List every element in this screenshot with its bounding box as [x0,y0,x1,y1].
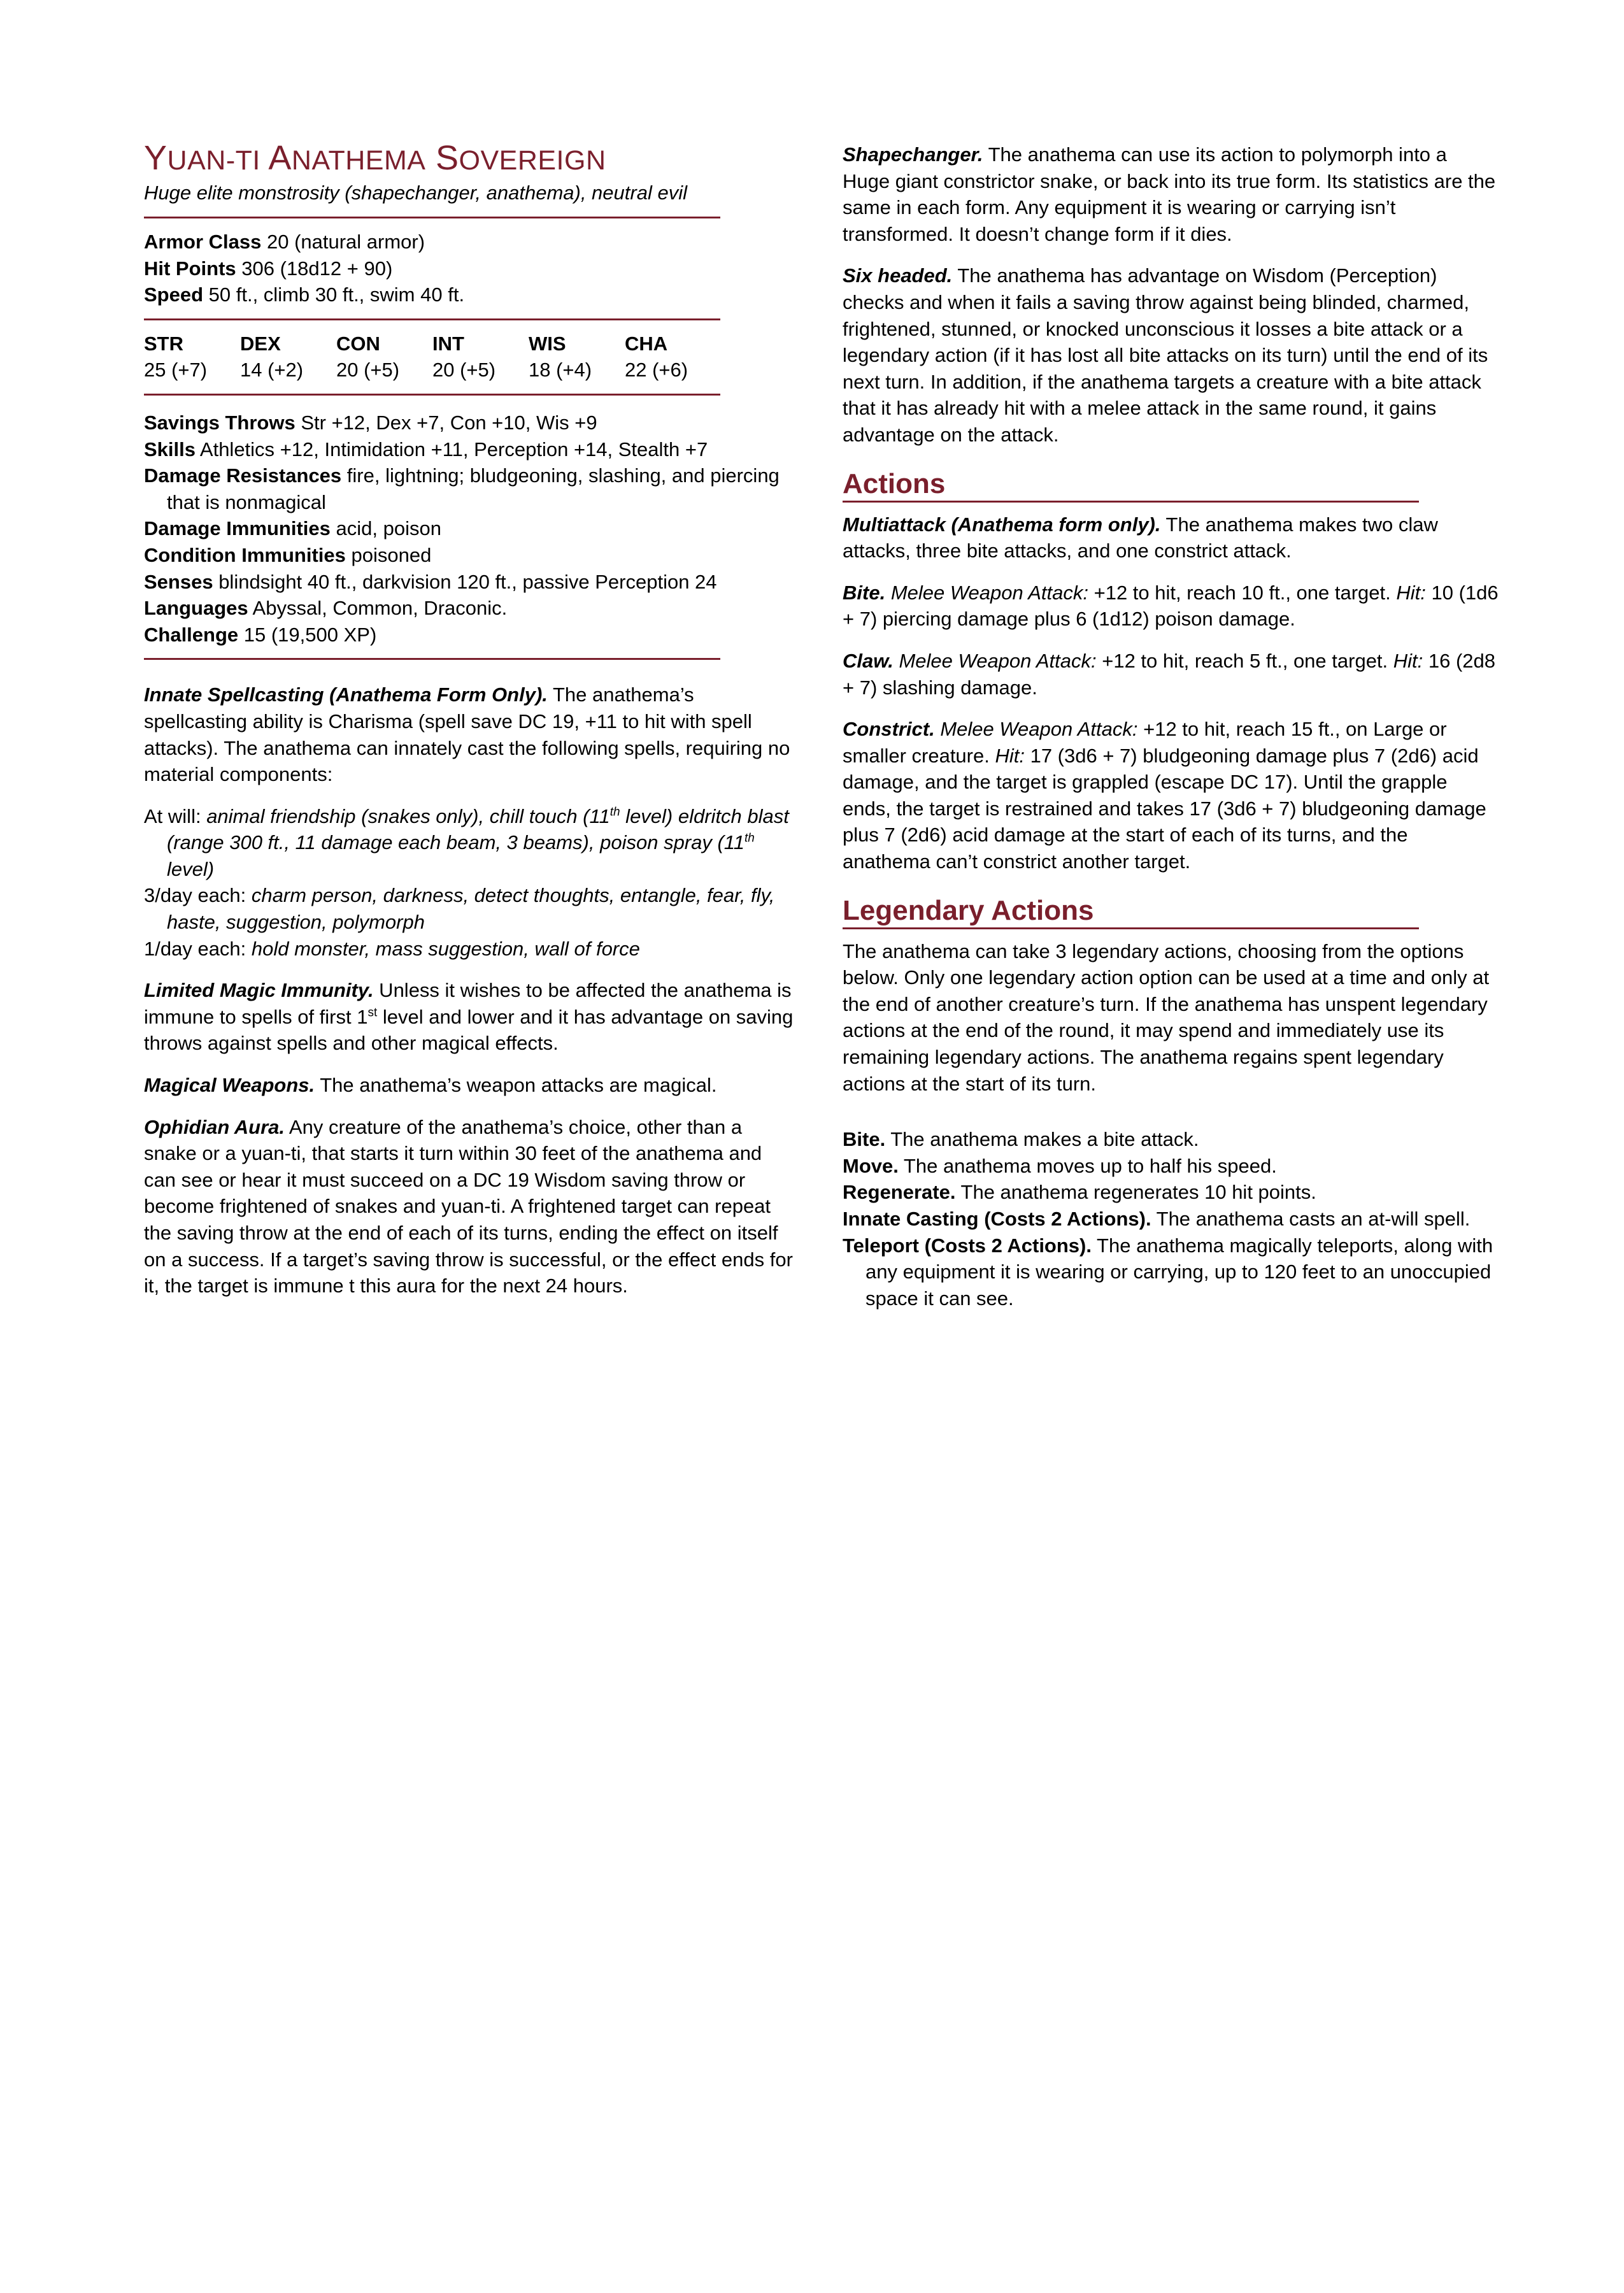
legendary-bite: Bite. The anathema makes a bite attack. [843,1128,1199,1151]
ability-header: CHA [625,332,668,355]
challenge: Challenge 15 (19,500 XP) [144,623,377,646]
senses: Senses blindsight 40 ft., darkvision 120 ft., passive Perception 24 [144,570,717,593]
creature-type: Huge elite monstrosity (shapechanger, anathema), neutral evil [144,182,687,204]
skills: Skills Athletics +12, Intimidation +11, Perception +14, Stealth +7 [144,438,708,461]
spells-1-per-day: 1/day each: hold monster, mass suggestion, wall of force [144,937,640,960]
action-claw: Claw. Melee Weapon Attack: +12 to hit, reach 5 ft., one target. Hit: 16 (2d8 + 7) slashing damage. [843,649,1496,699]
hit-points: Hit Points 306 (18d12 + 90) [144,257,393,280]
ability-header: DEX [240,332,281,355]
right-column [843,141,1499,1311]
legendary-actions-heading: Legendary Actions [843,894,1419,929]
divider [144,318,720,320]
languages: Languages Abyssal, Common, Draconic. [144,597,508,620]
divider [144,217,720,218]
spells-3-per-day: 3/day each: charm person, darkness, detect thoughts, entangle, fear, fly, haste, suggestion, polymorph [144,884,775,934]
damage-immunities: Damage Immunities acid, poison [144,517,441,540]
divider [144,658,720,660]
ability-value: 20 (+5) [432,359,496,382]
left-column [144,139,794,1315]
trait-limited-magic-immunity: Limited Magic Immunity. Unless it wishes to be affected the anathema is immune to spells of first 1st level and lower and it has advantage on saving throws against spells and other magical effects. [144,979,794,1055]
ability-headers [144,331,794,357]
actions-heading: Actions [843,468,1419,503]
action-constrict: Constrict. Melee Weapon Attack: +12 to hit, reach 15 ft., on Large or smaller creature. Hit: 17 (3d6 + 7) bludgeoning damage plus 7 (2d6) acid damage, and the target is grappled (escape DC 17). Until the grapple ends, the target is restrained and takes 17 (3d6 + 7) bludgeoning damage plus 7 (2d6) acid damage at the start of each of its turns, and the anathema can’t constrict another target. [843,718,1486,873]
spell-list [144,803,794,962]
armor-class: Armor Class 20 (natural armor) [144,231,425,253]
legendary-regenerate: Regenerate. The anathema regenerates 10 hit points. [843,1181,1316,1204]
ability-value: 25 (+7) [144,359,208,382]
ability-header: INT [432,332,464,355]
trait-ophidian-aura: Ophidian Aura. Any creature of the anathema’s choice, other than a snake or a yuan-ti, that starts it turn within 30 feet of the anathema and can see or hear it must succeed on a DC 19 Wisdom saving throw or become frightened of snakes and yuan-ti. A frightened target can repeat the saving throw at the end of each of its turns, ending the effect on itself on a success. If a target’s saving throw is successful, or the effect ends for it, the target is immune t this aura for the next 24 hours. [144,1115,793,1297]
action-multiattack: Multiattack (Anathema form only). The anathema makes two claw attacks, three bite attacks, and one constrict attack. [843,513,1438,562]
trait-magical-weapons: Magical Weapons. The anathema’s weapon attacks are magical. [144,1074,717,1097]
legendary-teleport: Teleport (Costs 2 Actions). The anathema magically teleports, along with any equipment it is wearing or carrying, up to 120 feet to an unoccupied space it can see. [843,1234,1493,1310]
speed: Speed 50 ft., climb 30 ft., swim 40 ft. [144,283,465,306]
trait-innate-spellcasting: Innate Spellcasting (Anathema Form Only). The anathema’s spellcasting ability is Charisma (spell save DC 19, +11 to hit with spell attacks). The anathema can innately cast the following spells, requiring no material components: [144,683,790,786]
legendary-intro: The anathema can take 3 legendary actions, choosing from the options below. Only one legendary action option can be used at a time and only at the end of another creature’s turn. If the anathema has unspent legendary actions at the end of the round, it may spend and immediately use its remaining legendary actions. The anathema regains spent legendary actions at the start of its turn. [843,939,1490,1095]
damage-resistances: Damage Resistances fire, lightning; bludgeoning, slashing, and piercing that is nonmagical [144,464,780,513]
ability-value: 14 (+2) [240,359,304,382]
divider [144,394,720,396]
ability-value: 18 (+4) [529,359,592,382]
saving-throws: Savings Throws Str +12, Dex +7, Con +10, Wis +9 [144,411,597,434]
legendary-move: Move. The anathema moves up to half his speed. [843,1154,1277,1177]
trait-shapechanger: Shapechanger. The anathema can use its action to polymorph into a Huge giant constrictor snake, or back into its true form. Its statistics are the same in each form. Any equipment it is wearing or carrying isn’t transformed. It doesn’t change form if it dies. [843,143,1496,245]
ability-header: STR [144,332,183,355]
ability-value: 20 (+5) [336,359,400,382]
condition-immunities: Condition Immunities poisoned [144,543,432,566]
statblock-title: YUAN-TI ANATHEMA SOVEREIGN [144,139,606,177]
action-bite: Bite. Melee Weapon Attack: +12 to hit, reach 10 ft., one target. Hit: 10 (1d6 + 7) piercing damage plus 6 (1d12) poison damage. [843,581,1499,631]
legendary-innate-casting: Innate Casting (Costs 2 Actions). The anathema casts an at-will spell. [843,1208,1471,1230]
ability-values [144,357,794,383]
ability-header: WIS [529,332,566,355]
trait-six-headed: Six headed. The anathema has advantage on Wisdom (Perception) checks and when it fails a saving throw against being blinded, charmed, frightened, stunned, or knocked unconscious it losses a bite attack or a legendary action (if it has lost all bite attacks on its turn) until the end of its next turn. In addition, if the anathema targets a creature with a bite attack that it has already hit with a melee attack in the same round, it gains advantage on the attack. [843,264,1488,446]
ability-value: 22 (+6) [625,359,688,382]
ability-header: CON [336,332,380,355]
spells-at-will: At will: animal friendship (snakes only), chill touch (11th level) eldritch blast (range 300 ft., 11 damage each beam, 3 beams), poison spray (11th level) [144,804,789,880]
